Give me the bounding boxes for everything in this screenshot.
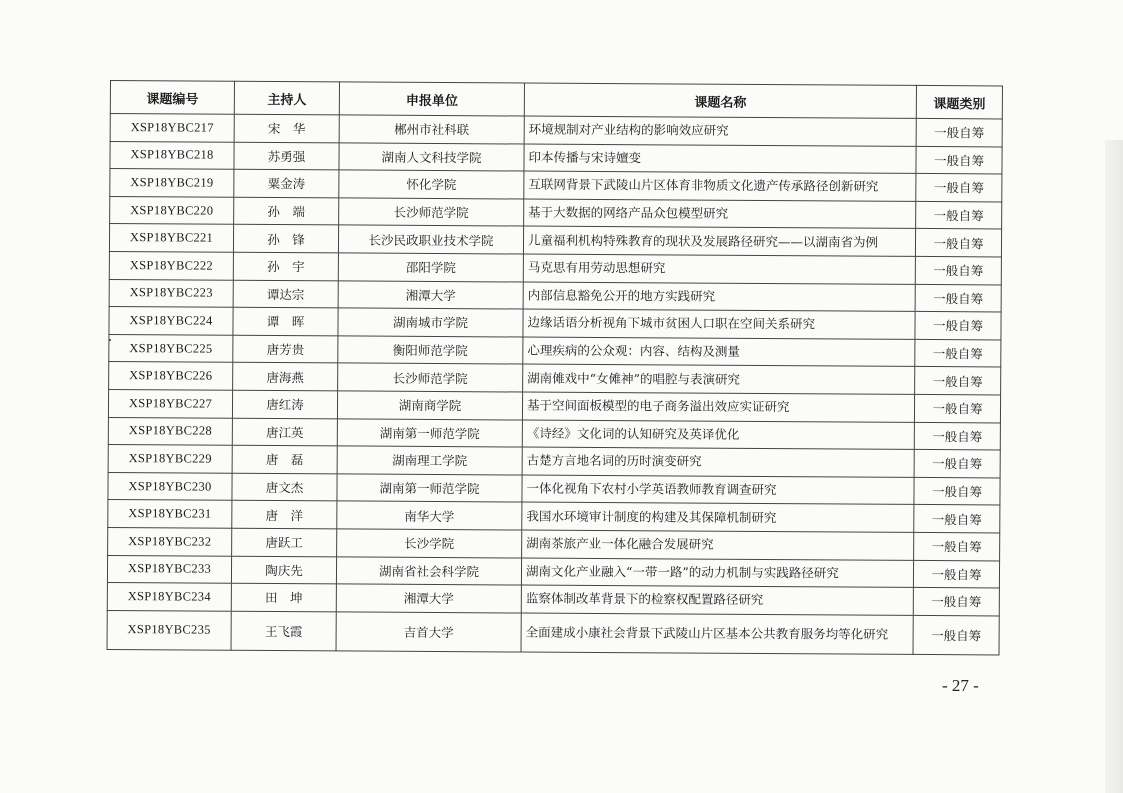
cell-host: 孙 宇 (233, 252, 338, 280)
cell-category: 一般自筹 (914, 477, 1000, 505)
cell-unit: 怀化学院 (339, 170, 524, 199)
cell-category: 一般自筹 (915, 256, 1001, 284)
cell-category: 一般自筹 (915, 339, 1001, 367)
cell-title: 全面建成小康社会背景下武陵山片区基本公共教育服务均等化研究 (521, 613, 913, 654)
cell-unit: 吉首大学 (336, 612, 521, 652)
cell-code: XSP18YBC231 (108, 500, 232, 528)
cell-category: 一般自筹 (913, 588, 999, 616)
cell-title: 基于大数据的网络产品众包模型研究 (524, 199, 916, 229)
cell-title: 环境规制对产业结构的影响效应研究 (524, 116, 916, 146)
cell-host: 唐海燕 (233, 363, 338, 391)
cell-unit: 湖南城市学院 (338, 308, 523, 337)
cell-code: XSP18YBC222 (109, 251, 233, 279)
cell-title: 监察体制改革背景下的检察权配置路径研究 (521, 585, 913, 615)
cell-unit: 湘潭大学 (336, 584, 521, 613)
cell-code: XSP18YBC220 (110, 196, 234, 224)
cell-host: 陶庆先 (231, 556, 336, 584)
cell-host: 孙 锋 (233, 225, 338, 253)
cell-title: 《诗经》文化词的认知研究及英译优化 (522, 420, 914, 450)
header-unit: 申报单位 (339, 82, 524, 116)
cell-unit: 郴州市社科联 (339, 115, 524, 144)
cell-code: XSP18YBC219 (110, 169, 234, 197)
cell-unit: 长沙师范学院 (339, 198, 524, 227)
cell-unit: 湖南商学院 (337, 391, 522, 420)
cell-category: 一般自筹 (916, 174, 1002, 202)
page-number: - 27 - (942, 676, 979, 695)
cell-title: 我国水环境审计制度的构建及其保障机制研究 (522, 502, 914, 532)
cell-code: XSP18YBC232 (108, 527, 232, 555)
cell-title: 湖南文化产业融入“一带一路”的动力机制与实践路径研究 (521, 558, 913, 588)
cell-title: 心理疾病的公众观：内容、结构及测量 (523, 337, 915, 367)
cell-title: 马克思有用劳动思想研究 (523, 254, 915, 284)
cell-code: XSP18YBC221 (109, 224, 233, 252)
cell-host: 田 坤 (231, 583, 336, 611)
cell-code: XSP18YBC233 (107, 555, 231, 583)
cell-category: 一般自筹 (915, 284, 1001, 312)
cell-unit: 邵阳学院 (338, 253, 523, 282)
cell-category: 一般自筹 (913, 615, 999, 655)
cell-host: 谭 晖 (233, 307, 338, 335)
cell-code: XSP18YBC228 (108, 417, 232, 445)
cell-code: XSP18YBC225 (109, 334, 233, 362)
cell-category: 一般自筹 (916, 118, 1002, 146)
cell-unit: 湖南理工学院 (337, 446, 522, 475)
cell-code: XSP18YBC224 (109, 307, 233, 335)
cell-host: 谭达宗 (233, 280, 338, 308)
cell-host: 粟金涛 (234, 169, 339, 197)
cell-title: 互联网背景下武陵山片区体育非物质文化遗产传承路径创新研究 (524, 171, 916, 201)
cell-category: 一般自筹 (914, 505, 1000, 533)
cell-host: 唐文杰 (232, 473, 337, 501)
cell-unit: 湖南省社会科学院 (336, 556, 521, 585)
cell-host: 唐跃工 (232, 528, 337, 556)
cell-unit: 湘潭大学 (338, 280, 523, 309)
cell-code: XSP18YBC234 (107, 583, 231, 611)
scan-shadow (1105, 140, 1123, 793)
cell-code: XSP18YBC229 (108, 445, 232, 473)
cell-unit: 南华大学 (337, 501, 522, 530)
cell-host: 唐红涛 (232, 390, 337, 418)
cell-code: XSP18YBC227 (108, 389, 232, 417)
cell-unit: 长沙学院 (337, 529, 522, 558)
cell-category: 一般自筹 (916, 201, 1002, 229)
project-table (107, 80, 1003, 655)
table-row (107, 610, 999, 654)
cell-title: 一体化视角下农村小学英语教师教育调查研究 (522, 475, 914, 505)
cell-title: 古楚方言地名词的历时演变研究 (522, 447, 914, 477)
cell-unit: 衡阳师范学院 (338, 336, 523, 365)
cell-host: 苏勇强 (234, 142, 339, 170)
cell-unit: 湖南人文科技学院 (339, 142, 524, 171)
cell-host: 唐芳贵 (233, 335, 338, 363)
cell-unit: 湖南第一师范学院 (337, 474, 522, 503)
cell-code: XSP18YBC218 (110, 141, 234, 169)
header-code: 课题编号 (110, 81, 234, 115)
header-title: 课题名称 (524, 83, 916, 118)
cell-category: 一般自筹 (916, 146, 1002, 174)
cell-title: 基于空间面板模型的电子商务溢出效应实证研究 (522, 392, 914, 422)
cell-unit: 湖南第一师范学院 (337, 418, 522, 447)
cell-host: 唐 磊 (232, 445, 337, 473)
cell-unit: 长沙师范学院 (338, 363, 523, 392)
cell-title: 边缘话语分析视角下城市贫困人口职在空间关系研究 (523, 309, 915, 339)
cell-host: 唐 洋 (232, 501, 337, 529)
cell-code: XSP18YBC223 (109, 279, 233, 307)
cell-category: 一般自筹 (915, 229, 1001, 257)
cell-host: 宋 华 (234, 114, 339, 142)
cell-category: 一般自筹 (914, 450, 1000, 478)
cell-category: 一般自筹 (914, 532, 1000, 560)
cell-unit: 长沙民政职业技术学院 (338, 225, 523, 254)
cell-host: 孙 端 (234, 197, 339, 225)
cell-title: 儿童福利机构特殊教育的现状及发展路径研究——以湖南省为例 (523, 226, 915, 256)
cell-code: XSP18YBC235 (107, 610, 231, 650)
cell-title: 印本传播与宋诗嬗变 (524, 144, 916, 174)
cell-category: 一般自筹 (915, 312, 1001, 340)
cell-title: 湖南茶旅产业一体化融合发展研究 (522, 530, 914, 560)
cell-code: XSP18YBC217 (110, 114, 234, 142)
cell-category: 一般自筹 (914, 422, 1000, 450)
header-category: 课题类别 (916, 85, 1002, 119)
cell-title: 内部信息豁免公开的地方实践研究 (523, 282, 915, 312)
cell-category: 一般自筹 (915, 367, 1001, 395)
cell-category: 一般自筹 (914, 394, 1000, 422)
header-host: 主持人 (234, 81, 339, 115)
cell-title: 湖南傩戏中“女傩神”的唱腔与表演研究 (523, 364, 915, 394)
cell-code: XSP18YBC230 (108, 472, 232, 500)
cell-host: 唐江英 (232, 418, 337, 446)
cell-host: 王飞霞 (231, 611, 336, 651)
table-header-row (110, 81, 1002, 119)
cell-code: XSP18YBC226 (109, 362, 233, 390)
cell-category: 一般自筹 (913, 560, 999, 588)
